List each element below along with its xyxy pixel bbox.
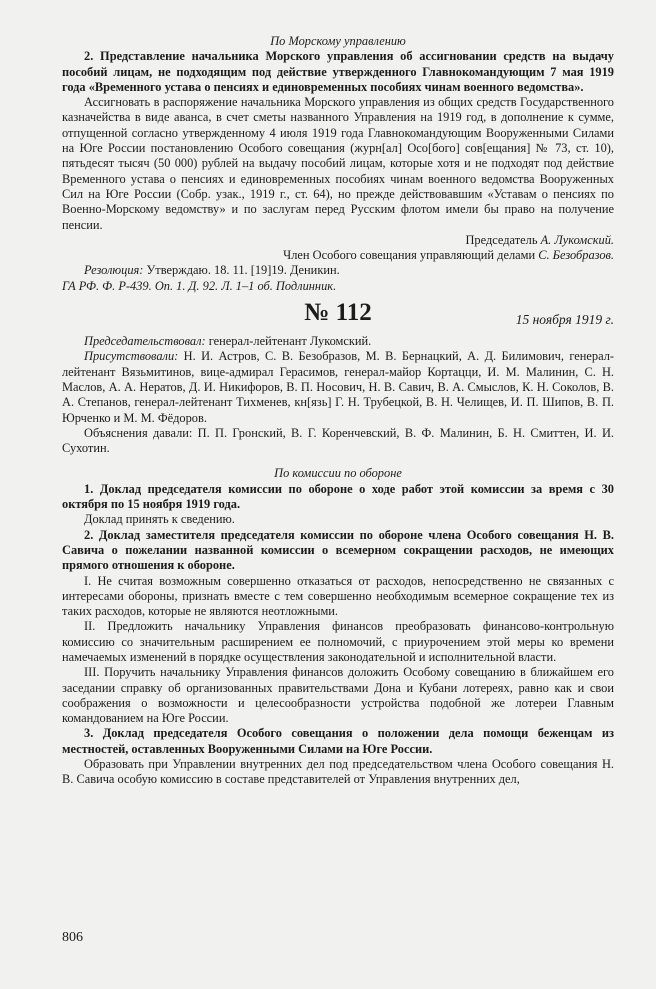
signature-secretary-role: Член Особого совещания управляющий делами <box>283 248 536 263</box>
item-2-heading: 2. Представление начальника Морского управления об ассигновании средств на выдачу пособий лицам, не подходящим под действие утвержденного Главнокомандующим 7 мая 1919 года «Временного устава о пенсиях и единовременных пособиях чинам военного ведомства». <box>62 49 614 94</box>
section-heading-defense: По комиссии по обороне <box>274 466 402 481</box>
resolution-label: Резолюция: <box>84 263 144 278</box>
archive-reference: ГА РФ. Ф. Р-439. Оп. 1. Д. 92. Л. 1–1 об. Подлинник. <box>62 278 337 293</box>
explanations: Объяснения давали: П. П. Гронский, В. Г. Коренчевский, В. Ф. Малинин, Б. Н. Смиттен, И. И. Сухотин. <box>62 425 614 456</box>
document-header <box>62 294 614 334</box>
page-number: 806 <box>62 930 83 945</box>
chair-label: Председательствовал: <box>84 334 206 349</box>
signature-secretary <box>62 248 614 263</box>
attendees-label: Присутствовали: <box>84 349 179 364</box>
signature-chair-role: Председатель <box>465 232 538 247</box>
item-2b-point-3: III. Поручить начальнику Управления финансов доложить Особому совещанию в ближайшем его заседании справку об организованных правительствами Дона и Кубани лотереях, равно как и свои соображения о возможности и целесообразности устройства подобной же лотереи Главным командованием на Юге России. <box>62 665 614 726</box>
attendees <box>62 349 614 425</box>
document-date: 15 ноября 1919 г. <box>515 312 614 328</box>
item-1-body: Доклад принять к сведению. <box>84 512 235 527</box>
signature-secretary-name: С. Безобразов. <box>538 248 614 263</box>
item-1-heading: 1. Доклад председателя комиссии по обороне о ходе работ этой комиссии за время с 30 октября по 15 ноября 1919 года. <box>62 481 614 512</box>
item-3-heading: 3. Доклад председателя Особого совещания о положении дела помощи беженцам из местностей, оставленных Вооруженными Силами на Юге России. <box>62 726 614 756</box>
chair-text: генерал-лейтенант Лукомский. <box>205 334 372 349</box>
section-heading-navy: По Морскому управлению <box>270 34 406 48</box>
resolution <box>62 263 614 278</box>
signature-chair-name: А. Лукомский. <box>540 232 614 247</box>
item-2b-point-1: I. Не считая возможным совершенно отказаться от расходов, непосредственно не связанных с интересами обороны, признать вместе с тем совершенно необходимым всемерное сокращение тех из таких расходов, которые не являются неотложными. <box>62 573 614 619</box>
resolution-text: Утверждаю. 18. 11. [19]19. Деникин. <box>143 263 340 278</box>
chair <box>62 334 614 349</box>
item-2-body: Ассигновать в распоряжение начальника Морского управления из общих средств Государственного казначейства в виде аванса, в счет сметы названного Управления на 1919 год, в дополнение к сумме, отпущенной согласно утвержденному 4 июля 1919 года Главнокомандующим Вооруженными Силами на Юге России постановлению Особого совещания (журн[ал] Осо[бого] сов[ещания] № 73, ст. 10), пятьдесят тысяч (50 000) рублей на выдачу пособий лицам, которые хотя и не подходят под действие Временного устава о пенсиях и единовременных пособиях чинам военного ведомства Вооруженных Сил на Юге России (Собр. узак., 1919 г., ст. 64), но прежде действовавшим «Уставам о пенсиях по Военно-Морскому ведомству» и по заслугам перед Русским флотом имели бы право на получение пенсии. <box>62 95 614 232</box>
attendees-text: Н. И. Астров, С. В. Безобразов, М. В. Бернацкий, А. Д. Билимович, генерал-лейтенант Вязьмитинов, вице-адмирал Герасимов, генерал-майор Кортацци, И. М. Малинин, С. Н. Маслов, А. А. Нератов, Д. И. Никифоров, В. П. Носович, Н. В. Савич, В. А. Смыслов, К. Н. Соколов, В. А. Степанов, генерал-лейтенант Тихменев, кн[язь] Г. Н. Трубецкой, В. Н. Челищев, И. П. Шипов, В. П. Юрченко и М. М. Фёдоров. <box>62 349 614 425</box>
item-3-body: Образовать при Управлении внутренних дел под председательством члена Особого совещания Н. В. Савича особую комиссию в составе представителей от Управления внутренних дел, <box>62 757 614 787</box>
item-2b-point-2: II. Предложить начальнику Управления финансов преобразовать финансово-контрольную комиссию со значительным расширением ее полномочий, с приурочением этой меры ко времени намечаемых изменений в порядке осуществления законодательной и исполнительной власти. <box>62 619 614 664</box>
item-2b-heading: 2. Доклад заместителя председателя комиссии по обороне члена Особого совещания Н. В. Савича о пожелании названной комиссии о всемерном сокращении расходов, не имеющих прямого отношения к обороне. <box>62 527 614 573</box>
document-number: № 112 <box>304 299 372 327</box>
signature-chair <box>62 233 614 248</box>
